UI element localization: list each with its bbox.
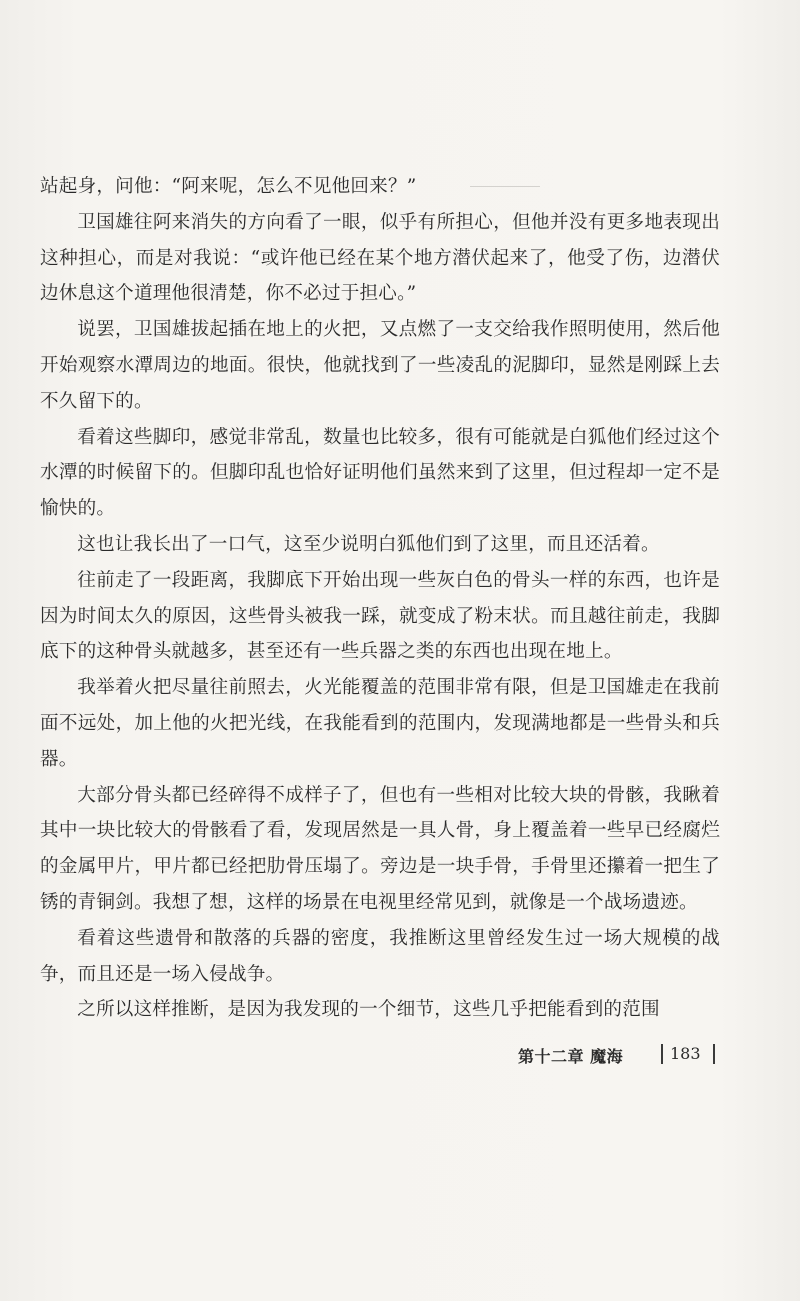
paragraph: 往前走了一段距离，我脚底下开始出现一些灰白色的骨头一样的东西，也许是因为时间太久的原因，这些骨头被我一踩，就变成了粉末状。而且越往前走，我脚底下的这种骨头就越多，甚至还有一些兵器之类的东西也出现在地上。: [40, 569, 720, 663]
paragraph: 卫国雄往阿来消失的方向看了一眼，似乎有所担心，但他并没有更多地表现出这种担心，而是对我说：“或许他已经在某个地方潜伏起来了，他受了伤，边潜伏边休息这个道理他很清楚，你不必过于担心。”: [40, 211, 720, 305]
paragraph: 这也让我长出了一口气，这至少说明白狐他们到了这里，而且还活着。: [77, 533, 660, 555]
footer-divider-right: [713, 1044, 715, 1064]
paragraph: 大部分骨头都已经碎得不成样子了，但也有一些相对比较大块的骨骸，我瞅着其中一块比较大的骨骸看了看，发现居然是一具人骨，身上覆盖着一些早已经腐烂的金属甲片，甲片都已经把肋骨压塌了。旁边是一块手骨，手骨里还攥着一把生了锈的青铜剑。我想了想，这样的场景在电视里经常见到，就像是一个战场遗迹。: [40, 784, 720, 913]
paragraph: 看着这些脚印，感觉非常乱，数量也比较多，很有可能就是白狐他们经过这个水潭的时候留下的。但脚印乱也恰好证明他们虽然来到了这里，但过程却一定不是愉快的。: [40, 426, 720, 520]
paragraph: 之所以这样推断，是因为我发现的一个细节，这些几乎把能看到的范围: [77, 999, 660, 1021]
footer-divider-left: [661, 1044, 663, 1064]
paragraph: 看着这些遗骨和散落的兵器的密度，我推断这里曾经发生过一场大规模的战争，而且还是一场入侵战争。: [40, 927, 720, 985]
page-footer: [500, 1040, 730, 1070]
body-text: [40, 169, 720, 1028]
page-number: 183: [670, 1044, 701, 1063]
paragraph: 我举着火把尽量往前照去，火光能覆盖的范围非常有限，但是卫国雄走在我前面不远处，加上他的火把光线，在我能看到的范围内，发现满地都是一些骨头和兵器。: [40, 677, 720, 770]
paragraph: 说罢，卫国雄拔起插在地上的火把，又点燃了一支交给我作照明使用，然后他开始观察水潭周边的地面。很快，他就找到了一些凌乱的泥脚印，显然是刚踩上去不久留下的。: [40, 319, 720, 412]
paragraph-continued: 站起身，问他：“阿来呢，怎么不见他回来？”: [40, 176, 417, 197]
chapter-title: 第十二章 魔海: [518, 1047, 624, 1066]
